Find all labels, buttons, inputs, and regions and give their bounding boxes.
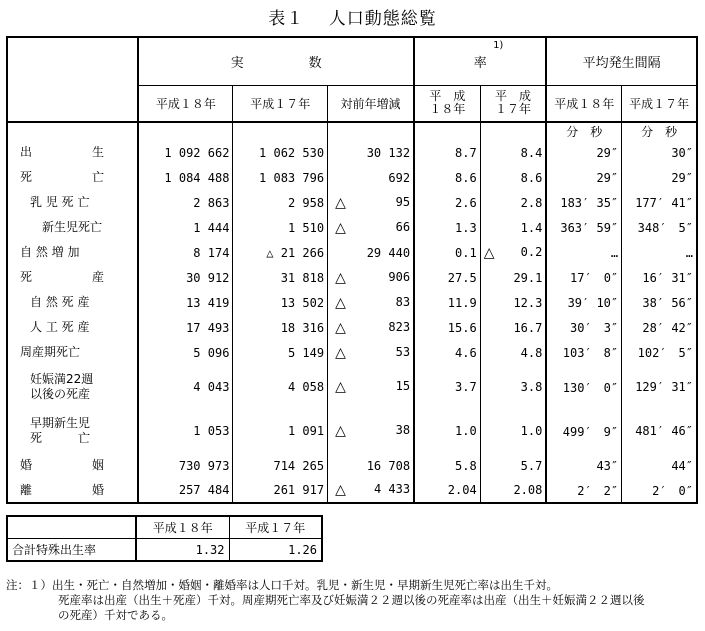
cell-rate18: 5.8: [455, 458, 477, 473]
cell-diff-value: 66: [395, 219, 411, 234]
decrease-triangle-icon: △: [335, 379, 346, 395]
row-label: [7, 478, 138, 503]
cell-int18: 363′ 59″: [560, 220, 619, 235]
cell-h18: 4 043: [138, 365, 233, 409]
cell-diff-value: 906: [388, 269, 411, 284]
cell-h18: 1 053: [138, 409, 233, 453]
header-h17: 平成１７年: [233, 85, 328, 122]
cell-h17: 1 510: [233, 215, 328, 240]
header-diff: 対前年増減: [328, 85, 415, 122]
cell-rate17: [480, 140, 546, 165]
cell-h18: 257 484: [138, 478, 233, 503]
cell-rate18: 3.7: [455, 380, 477, 394]
table-row: [7, 190, 697, 215]
cell-h17: 1 083 796: [233, 165, 328, 190]
header-h18: 平成１８年: [138, 85, 233, 122]
decrease-triangle-icon: △: [335, 219, 346, 236]
header-blank: [7, 37, 138, 122]
tfr-table: [6, 515, 323, 562]
row-label: [7, 215, 138, 240]
cell-int18: 17′ 0″: [570, 271, 619, 285]
table-row: [7, 240, 697, 265]
cell-int17: …: [622, 240, 697, 265]
cell-diff: [328, 315, 415, 340]
unit-h18: 分 秒: [566, 125, 603, 139]
row-label: [7, 409, 138, 453]
row-label-text: 新生児死亡: [42, 220, 103, 234]
table-row: [7, 453, 697, 478]
cell-rate17: [480, 478, 546, 503]
header-rate-label: 率: [473, 55, 487, 71]
table-row: [7, 290, 697, 315]
cell-rate17: [480, 453, 546, 478]
cell-rate18: 27.5: [447, 270, 477, 285]
cell-int17: 102′ 5″: [622, 340, 697, 365]
cell-int18: 43″: [596, 458, 619, 473]
cell-h18: 1 092 662: [138, 140, 233, 165]
cell-rate17: [480, 290, 546, 315]
cell-h18: 730 973: [138, 453, 233, 478]
tfr-blank: [7, 516, 136, 539]
cell-int18: 183′ 35″: [560, 195, 619, 210]
vital-statistics-table: [6, 36, 698, 504]
cell-diff: [328, 409, 415, 453]
cell-rate17: [480, 215, 546, 240]
decrease-triangle-icon: △: [335, 344, 346, 361]
cell-int18: 499′ 9″: [562, 424, 619, 439]
cell-rate18: 8.6: [455, 170, 477, 185]
cell-rate17: [480, 340, 546, 365]
tfr-v18: 1.32: [136, 539, 229, 562]
row-label-line1: 妊娠満22週: [30, 372, 94, 386]
cell-rate17: [480, 365, 546, 409]
cell-diff-value: 53: [395, 344, 411, 359]
cell-rate18: 2.04: [414, 478, 480, 503]
table-row: [7, 340, 697, 365]
table-row: [7, 215, 697, 240]
cell-int18: 29″: [596, 145, 619, 160]
header-rate17-line2: １７年: [495, 102, 532, 117]
row-label-text: 自 然 死 産: [30, 295, 90, 309]
cell-diff: [328, 340, 415, 365]
header-interval: 平均発生間隔: [546, 37, 697, 85]
row-label: [7, 453, 138, 478]
cell-int17: 28′ 42″: [622, 315, 697, 340]
tfr-v17: 1.26: [229, 539, 322, 562]
decrease-triangle-icon: △: [483, 244, 495, 261]
cell-int18: 30′ 3″: [570, 321, 619, 335]
cell-h17: 2 958: [233, 190, 328, 215]
cell-int17: 177′ 41″: [622, 190, 697, 215]
cell-diff: [328, 365, 415, 409]
footnote-line2: 死産率は出産（出生＋死産）千対。周産期死亡率及び妊娠満２２週以後の死産率は出産（出生＋妊娠満２２週以後: [58, 593, 645, 607]
table-row: [7, 409, 697, 453]
header-rate-footnote: 1): [493, 40, 504, 51]
cell-rate18: 1.3: [455, 220, 477, 235]
cell-h18: 8 174: [138, 240, 233, 265]
decrease-triangle-icon: △: [335, 194, 346, 211]
header-rate18-line2: １８年: [429, 102, 466, 117]
row-label: [7, 140, 138, 165]
row-label-text: 死 産: [20, 270, 105, 284]
cell-rate18: 11.9: [447, 295, 477, 310]
table-row: [7, 315, 697, 340]
row-label-text: 死 亡: [20, 170, 105, 184]
tfr-h17: 平成１７年: [229, 516, 322, 539]
cell-diff-value: 30 132: [366, 145, 411, 160]
row-label-line2: 死 亡: [30, 431, 91, 445]
row-label: [7, 165, 138, 190]
cell-rate17-value: 29.1: [513, 270, 543, 285]
table-title: 表１ 人口動態総覧: [268, 9, 437, 29]
cell-h18: 2 863: [138, 190, 233, 215]
cell-h17: △ 21 266: [233, 240, 328, 265]
cell-rate17: [480, 190, 546, 215]
cell-int18: 130′ 0″: [562, 380, 619, 395]
row-label-line1: 早期新生児: [30, 416, 91, 430]
cell-h17: 18 316: [233, 315, 328, 340]
row-label-text: 周産期死亡: [20, 345, 81, 359]
header-rate18-line1: 平 成: [429, 89, 466, 104]
cell-rate17-value: 1.0: [520, 424, 543, 438]
table-row: [7, 478, 697, 503]
decrease-triangle-icon: △: [335, 294, 346, 311]
row-label: [7, 340, 138, 365]
footnote-line3: の死産）千対である。: [58, 608, 173, 622]
header-rate18: [414, 85, 480, 122]
cell-diff-value: 4 433: [373, 482, 411, 496]
cell-diff-value: 823: [388, 319, 411, 334]
header-int17: 平成１７年: [622, 85, 697, 122]
cell-diff: [328, 478, 415, 503]
cell-h17: 31 818: [233, 265, 328, 290]
cell-diff: [328, 215, 415, 240]
cell-diff: [328, 190, 415, 215]
row-label: [7, 365, 138, 409]
cell-rate17-value: 2.08: [513, 483, 543, 497]
cell-int18: …: [610, 245, 619, 260]
row-label-line2: 以後の死産: [30, 387, 91, 401]
cell-int17: 38′ 56″: [622, 290, 697, 315]
row-label-text: 乳 児 死 亡: [30, 195, 90, 209]
cell-int17: 16′ 31″: [622, 265, 697, 290]
tfr-h18: 平成１８年: [136, 516, 229, 539]
cell-h17: 13 502: [233, 290, 328, 315]
cell-h17: 4 058: [233, 365, 328, 409]
header-int18: 平成１８年: [546, 85, 621, 122]
cell-rate17: [480, 240, 546, 265]
cell-rate18: 4.6: [455, 345, 477, 360]
cell-rate18: 8.7: [455, 145, 477, 160]
decrease-triangle-icon: △: [335, 269, 346, 286]
tfr-label: 合計特殊出生率: [7, 539, 136, 562]
table-row: [7, 265, 697, 290]
row-label-text: 離 婚: [20, 482, 105, 497]
cell-rate18: 15.6: [447, 320, 477, 335]
cell-rate17-value: 12.3: [513, 295, 543, 310]
cell-h18: 30 912: [138, 265, 233, 290]
cell-int17: 129′ 31″: [622, 365, 697, 409]
cell-int18: 39′ 10″: [567, 295, 619, 310]
cell-int17: 2′ 0″: [622, 478, 697, 503]
cell-int17: 348′ 5″: [622, 215, 697, 240]
row-label: [7, 240, 138, 265]
cell-diff-value: 16 708: [366, 458, 411, 473]
cell-rate17-value: 8.4: [520, 145, 543, 160]
cell-h18: 17 493: [138, 315, 233, 340]
cell-int17: 481′ 46″: [622, 409, 697, 453]
cell-h18: 1 444: [138, 215, 233, 240]
cell-rate17-value: 2.8: [520, 195, 543, 210]
row-label: [7, 315, 138, 340]
cell-diff-value: 692: [388, 170, 411, 185]
cell-rate17-value: 1.4: [520, 220, 543, 235]
cell-h17: 1 062 530: [233, 140, 328, 165]
table-row: [7, 165, 697, 190]
cell-int17: 44″: [622, 453, 697, 478]
cell-diff: [328, 165, 415, 190]
decrease-triangle-icon: △: [335, 482, 346, 498]
cell-rate17-value: 3.8: [520, 380, 543, 394]
cell-diff-value: 15: [395, 379, 411, 393]
cell-h17: 261 917: [233, 478, 328, 503]
row-label-text: 人 工 死 産: [30, 320, 90, 334]
cell-rate17: [480, 409, 546, 453]
table-row: [7, 365, 697, 409]
cell-h17: 1 091: [233, 409, 328, 453]
cell-diff-value: 83: [395, 294, 411, 309]
cell-h18: 13 419: [138, 290, 233, 315]
cell-h17: 714 265: [233, 453, 328, 478]
cell-rate18: 2.6: [455, 195, 477, 210]
cell-int18: 29″: [596, 170, 619, 185]
cell-int17: 30″: [622, 140, 697, 165]
decrease-triangle-icon: △: [335, 423, 346, 439]
header-rate17: [480, 85, 546, 122]
cell-rate17-value: 5.7: [520, 458, 543, 473]
cell-diff: [328, 265, 415, 290]
cell-rate18: 0.1: [455, 245, 477, 260]
row-label-text: 婚 姻: [20, 458, 105, 472]
cell-int18: 103′ 8″: [562, 346, 619, 360]
row-label: [7, 265, 138, 290]
cell-diff: [328, 140, 415, 165]
cell-h18: 1 084 488: [138, 165, 233, 190]
cell-diff-value: 38: [395, 423, 411, 437]
cell-diff: [328, 240, 415, 265]
cell-rate17: [480, 265, 546, 290]
row-label: [7, 290, 138, 315]
unit-h17: 分 秒: [622, 122, 697, 140]
row-label-text: 自 然 増 加: [20, 245, 80, 259]
cell-int18: 2′ 2″: [546, 478, 621, 503]
cell-h18: 5 096: [138, 340, 233, 365]
cell-diff-value: 29 440: [366, 245, 411, 260]
header-jissu: 実 数: [138, 37, 414, 85]
row-label-text: 出 生: [20, 145, 105, 159]
cell-rate18: 1.0: [455, 424, 477, 438]
cell-rate17-value: 16.7: [513, 320, 543, 335]
cell-rate17-value: 4.8: [520, 345, 543, 360]
cell-rate17: [480, 165, 546, 190]
cell-diff: [328, 453, 415, 478]
header-rate17-line1: 平 成: [495, 89, 532, 104]
cell-rate17-value: 0.2: [520, 244, 543, 259]
cell-diff-value: 95: [395, 194, 411, 209]
header-rate: [414, 37, 546, 85]
cell-h17: 5 149: [233, 340, 328, 365]
cell-diff: [328, 290, 415, 315]
footnote-line1: 注：１）出生・死亡・自然増加・婚姻・離婚率は人口千対。乳児・新生児・早期新生児死亡率は出生千対。: [6, 578, 558, 592]
cell-rate17-value: 8.6: [520, 170, 543, 185]
row-label: [7, 190, 138, 215]
cell-int17: 29″: [622, 165, 697, 190]
footnote: [6, 578, 645, 623]
cell-rate17: [480, 315, 546, 340]
decrease-triangle-icon: △: [335, 319, 346, 336]
table-row: [7, 140, 697, 165]
